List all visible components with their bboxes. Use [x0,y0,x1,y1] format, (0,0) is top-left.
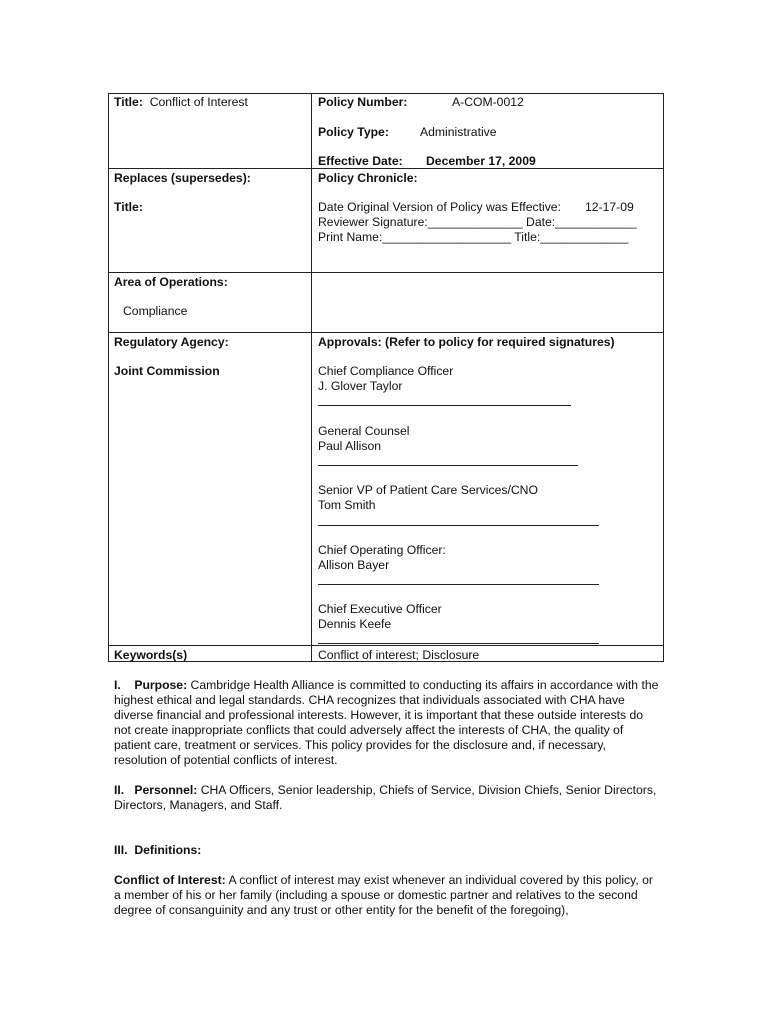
personnel-section [114,783,659,813]
signer-name: J. Glover Taylor [318,379,403,393]
signer-name: Allison Bayer [318,558,390,572]
signature-line [318,465,578,466]
signature-line [318,643,599,644]
area-label: Area of Operations: [114,275,228,289]
replaces-label: Replaces (supersedes): [114,171,251,185]
definitions-heading: III. Definitions: [114,843,202,857]
keywords-value: Conflict of interest; Disclosure [318,648,480,662]
personnel-text: CHA Officers, Senior leadership, Chiefs of Service, Division Chiefs, Senior Directors, Directors, Managers, and Staff. [114,783,657,812]
row-divider-4 [108,645,664,646]
table-border-left [108,93,109,662]
personnel-heading: II. Personnel: [114,783,198,797]
purpose-text: Cambridge Health Alliance is committed to conducting its affairs in accordance with the highest ethical and legal standards. CHA recognizes that individuals associated with CHA have diverse financial and professional interests. However, it is important that these outside interests do not create inappropriate conflicts that could adversely affect the interests of CHA, the quality of patient care, treatment or services. This policy provides for the disclosure and, if necessary, resolution of potential conflicts of interest. [114,678,659,767]
signature-line [318,525,599,526]
policy-body [114,678,659,918]
coi-definition [114,873,659,918]
signer-name: Paul Allison [318,439,382,453]
row-divider-3 [108,332,664,333]
reviewer-signature-line: Reviewer Signature:______________ Date:____________ [318,215,637,229]
effective-date-value: December 17, 2009 [426,154,536,168]
title-cell [114,95,248,109]
title-label: Title: [114,95,143,109]
signature-line [318,584,599,585]
signature-line [318,405,571,406]
replaces-title-label: Title: [114,200,143,214]
signer-name: Tom Smith [318,498,376,512]
signer-role: Chief Operating Officer: [318,543,446,557]
regulatory-label: Regulatory Agency: [114,335,229,349]
row-divider-1 [108,168,664,169]
area-value: Compliance [123,304,188,318]
policy-type-label: Policy Type: [318,125,389,139]
regulatory-value: Joint Commission [114,364,220,378]
approvals-label: Approvals: (Refer to policy for required signatures) [318,335,615,349]
signer-role: Chief Executive Officer [318,602,442,616]
coi-heading: Conflict of Interest: [114,873,226,887]
signer-role: Senior VP of Patient Care Services/CNO [318,483,538,497]
table-column-divider [311,93,312,662]
row-divider-2 [108,272,664,273]
chronicle-original-value: 12-17-09 [585,200,634,214]
purpose-section [114,678,659,768]
signer-role: Chief Compliance Officer [318,364,454,378]
purpose-heading: I. Purpose: [114,678,188,692]
policy-number-value: A-COM-0012 [452,95,524,109]
table-border-top [108,93,664,94]
policy-number-label: Policy Number: [318,95,408,109]
print-name-line: Print Name:___________________ Title:_____________ [318,230,629,244]
chronicle-label: Policy Chronicle: [318,171,418,185]
signer-role: General Counsel [318,424,410,438]
signer-name: Dennis Keefe [318,617,392,631]
policy-type-value: Administrative [420,125,497,139]
title-value: Conflict of Interest [149,95,248,109]
policy-header-table [108,93,664,662]
effective-date-label: Effective Date: [318,154,403,168]
chronicle-original-label: Date Original Version of Policy was Effective: [318,200,561,214]
table-border-right [663,93,664,662]
keywords-label: Keywords(s) [114,648,188,662]
coi-text: A conflict of interest may exist whenever an individual covered by this policy, or a member of his or her family (including a spouse or domestic partner and relatives to the second degree of consanguinity and any trust or other entity for the benefit of the foregoing), [114,873,653,917]
